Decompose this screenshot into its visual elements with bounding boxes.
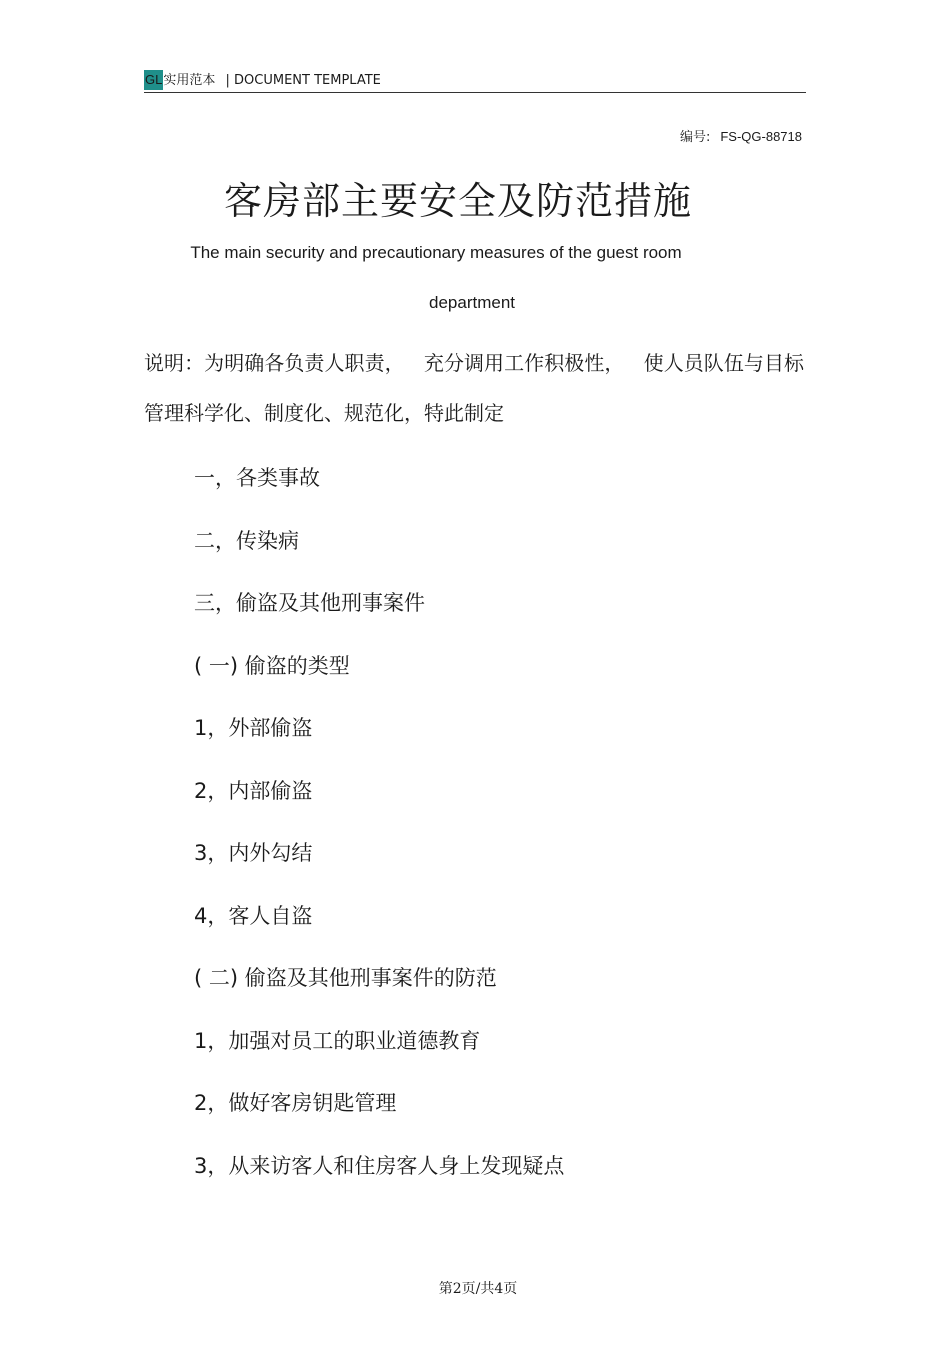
document-number-value: FS-QG-88718 bbox=[720, 129, 802, 144]
list-item: 3，内外勾结 bbox=[194, 841, 313, 865]
header-brand-en: | DOCUMENT TEMPLATE bbox=[225, 73, 381, 88]
list-item: 1，外部偷盗 bbox=[194, 716, 313, 740]
intro-paragraph bbox=[144, 338, 804, 438]
header-brand-cn: 实用范本 bbox=[163, 73, 216, 88]
list-item: 三，偷盗及其他刑事案件 bbox=[194, 591, 425, 615]
list-item: 4，客人自盗 bbox=[194, 903, 313, 928]
logo: GL bbox=[144, 70, 163, 90]
list-item: 一，各类事故 bbox=[194, 466, 320, 490]
list-item: 3，从来访客人和住房客人身上发现疑点 bbox=[194, 1153, 565, 1178]
list-item: ( 一) 偷盗的类型 bbox=[194, 653, 350, 678]
intro-part2: 充分调用工作积极性， bbox=[423, 351, 625, 375]
outline-list bbox=[194, 459, 564, 1209]
intro-part1: 说明：为明确各负责人职责， bbox=[144, 351, 405, 375]
document-title: 客房部主要安全及防范措施 bbox=[223, 179, 692, 223]
list-item: 二，传染病 bbox=[194, 528, 299, 553]
list-item: 2，做好客房钥匙管理 bbox=[194, 1091, 397, 1115]
english-subtitle-line2: department bbox=[429, 293, 515, 312]
list-item: ( 二) 偷盗及其他刑事案件的防范 bbox=[194, 966, 497, 990]
page-footer: 第2页/共4页 bbox=[438, 1281, 518, 1297]
document-number bbox=[680, 126, 802, 145]
intro-part3: 使人员队伍与目标管理科学化、制度化、规范化，特此制定 bbox=[144, 351, 805, 425]
list-item: 1，加强对员工的职业道德教育 bbox=[194, 1028, 481, 1053]
list-item: 2，内部偷盗 bbox=[194, 778, 313, 803]
english-subtitle-line1: The main security and precautionary measures of the guest room bbox=[190, 243, 682, 262]
page-header bbox=[144, 70, 806, 93]
document-number-label: 编号: bbox=[679, 130, 711, 145]
